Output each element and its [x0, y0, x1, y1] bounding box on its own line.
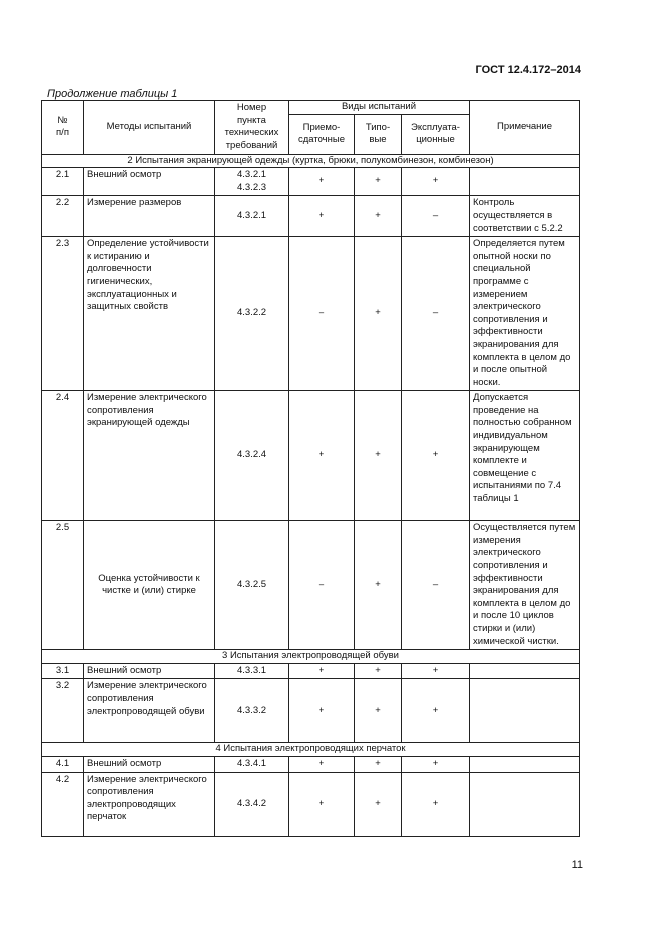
- row-clause: 4.3.2.5: [215, 521, 289, 650]
- row-acceptance: –: [289, 237, 355, 391]
- row-note: Контроль осуществляется в соответствии с 5.2.2: [470, 196, 580, 237]
- col-header-operational: Эксплуата- ционные: [402, 114, 470, 154]
- row-clause: 4.3.2.1: [215, 196, 289, 237]
- row-acceptance: +: [289, 679, 355, 743]
- row-num: 3.1: [42, 663, 84, 679]
- col-header-acceptance: Приемо- сдаточные: [289, 114, 355, 154]
- row-note: [470, 168, 580, 196]
- row-note: [470, 679, 580, 743]
- section-heading: 3 Испытания электропроводящей обуви: [42, 650, 580, 664]
- section-heading: 4 Испытания электропроводящих перчаток: [42, 743, 580, 757]
- col-header-type: Типо- вые: [355, 114, 402, 154]
- row-num: 2.5: [42, 521, 84, 650]
- row-method: Измерение электрического сопротивления электропроводящей обуви: [84, 679, 215, 743]
- row-note: [470, 772, 580, 836]
- page-number: 11: [571, 859, 583, 871]
- test-methods-table: [41, 100, 580, 837]
- row-type: +: [355, 391, 402, 521]
- row-num: 3.2: [42, 679, 84, 743]
- row-type: +: [355, 679, 402, 743]
- row-operational: +: [402, 391, 470, 521]
- row-operational: +: [402, 168, 470, 196]
- row-operational: +: [402, 757, 470, 773]
- row-method: Внешний осмотр: [84, 663, 215, 679]
- row-method: Измерение размеров: [84, 196, 215, 237]
- row-num: 2.3: [42, 237, 84, 391]
- row-type: +: [355, 237, 402, 391]
- section-heading: 2 Испытания экранирующей одежды (куртка, брюки, полукомбинезон, комбинезон): [42, 154, 580, 168]
- row-type: +: [355, 196, 402, 237]
- row-type: +: [355, 772, 402, 836]
- row-note: Осуществляется путем измерения электрического сопротивления и эффективности экранирования для комплекта в целом до и после 10 циклов стирки и (или) химической чистки.: [470, 521, 580, 650]
- row-acceptance: +: [289, 772, 355, 836]
- row-acceptance: +: [289, 757, 355, 773]
- row-num: 4.2: [42, 772, 84, 836]
- row-type: +: [355, 521, 402, 650]
- row-num: 4.1: [42, 757, 84, 773]
- row-operational: +: [402, 679, 470, 743]
- col-header-methods: Методы испытаний: [84, 101, 215, 155]
- row-num: 2.2: [42, 196, 84, 237]
- row-note: [470, 757, 580, 773]
- row-method: Измерение электрического сопротивления экранирующей одежды: [84, 391, 215, 521]
- row-acceptance: +: [289, 663, 355, 679]
- col-header-note: Примечание: [470, 101, 580, 155]
- row-acceptance: +: [289, 168, 355, 196]
- row-clause: 4.3.4.1: [215, 757, 289, 773]
- row-operational: –: [402, 237, 470, 391]
- row-note: Допускается проведение на полностью собранном индивидуальном экранирующем комплекте и совмещение с испытаниями по 7.4 таблицы 1: [470, 391, 580, 521]
- row-method: Внешний осмотр: [84, 757, 215, 773]
- row-note: Определяется путем опытной носки по специальной программе с измерением электрического сопротивления и эффективности экранирования для комплекта в целом до и после опытной носки.: [470, 237, 580, 391]
- row-method: Оценка устойчивости к чистке и (или) стирке: [84, 521, 215, 650]
- row-clause: 4.3.4.2: [215, 772, 289, 836]
- row-method: Внешний осмотр: [84, 168, 215, 196]
- row-method: Измерение электрического сопротивления электропроводящих перчаток: [84, 772, 215, 836]
- row-clause: 4.3.2.4: [215, 391, 289, 521]
- row-operational: –: [402, 521, 470, 650]
- row-operational: –: [402, 196, 470, 237]
- row-type: +: [355, 168, 402, 196]
- row-clause: 4.3.2.1 4.3.2.3: [215, 168, 289, 196]
- row-method: Определение устойчивости к истиранию и долговечности гигиенических, эксплуатационных и защитных свойств: [84, 237, 215, 391]
- row-operational: +: [402, 772, 470, 836]
- col-header-tests: Виды испытаний: [289, 101, 470, 115]
- row-clause: 4.3.2.2: [215, 237, 289, 391]
- row-note: [470, 663, 580, 679]
- row-operational: +: [402, 663, 470, 679]
- row-acceptance: +: [289, 391, 355, 521]
- col-header-num: № п/п: [42, 101, 84, 155]
- row-acceptance: –: [289, 521, 355, 650]
- row-type: +: [355, 663, 402, 679]
- row-acceptance: +: [289, 196, 355, 237]
- row-num: 2.4: [42, 391, 84, 521]
- row-clause: 4.3.3.1: [215, 663, 289, 679]
- col-header-clause: Номер пункта технических требований: [215, 101, 289, 155]
- document-code: ГОСТ 12.4.172–2014: [475, 64, 581, 76]
- table-caption: Продолжение таблицы 1: [47, 88, 178, 100]
- row-num: 2.1: [42, 168, 84, 196]
- row-clause: 4.3.3.2: [215, 679, 289, 743]
- row-type: +: [355, 757, 402, 773]
